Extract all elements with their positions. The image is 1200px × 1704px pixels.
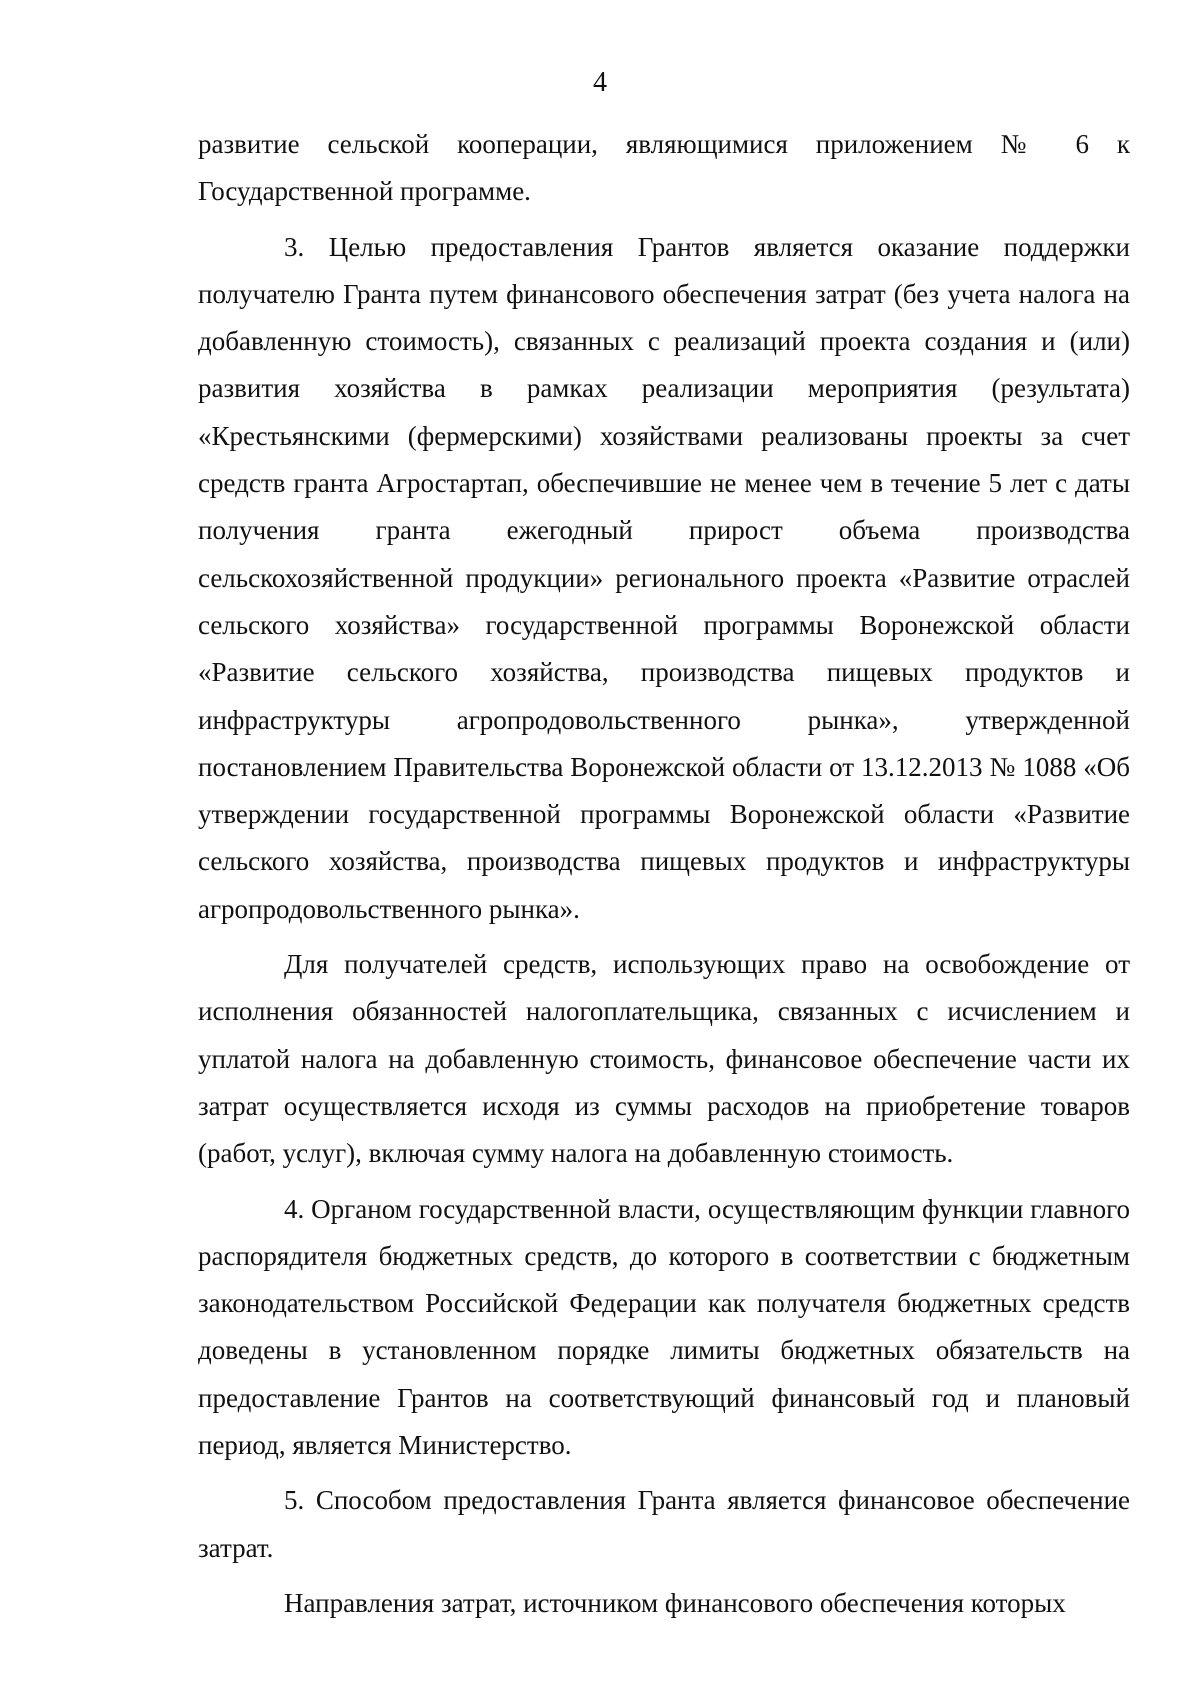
paragraph-vat-exemption: Для получателей средств, использующих право на освобождение от исполнения обязанностей налогоплательщика, связанных с исчислением и уплатой налога на добавленную стоимость, финансовое обеспечение части их затрат осуществляется исходя из суммы расходов на приобретение товаров (работ, услуг), включая сумму налога на добавленную стоимость. <box>198 949 1130 1169</box>
paragraph-item-5: 5. Способом предоставления Гранта является финансовое обеспечение затрат. <box>198 1485 1130 1563</box>
paragraph-item-3: 3. Целью предоставления Грантов является оказание поддержки получателю Гранта путем финансового обеспечения затрат (без учета налога на добавленную стоимость), связанных с реализаций проекта создания и (или) развития хозяйства в рамках реализации мероприятия (результата) «Крестьянскими (фермерскими) хозяйствами реализованы проекты за счет средств гранта Агростартап, обеспечившие не менее чем в течение 5 лет с даты получения гранта ежегодный прирост объема производства сельскохозяйственной продукции» регионального проекта «Развитие отраслей сельского хозяйства» государственной программы Воронежской области «Развитие сельского хозяйства, производства пищевых продуктов и инфраструктуры агропродовольственного рынка», утвержденной постановлением Правительства Воронежской области от 13.12.2013 № 1088 «Об утверждении государственной программы Воронежской области «Развитие сельского хозяйства, производства пищевых продуктов и инфраструктуры агропродовольственного рынка». <box>198 231 1130 924</box>
document-body <box>198 121 1130 1627</box>
paragraph-continuation: развитие сельской кооперации, являющимися приложением № 6 к Государственной программе. <box>198 129 1130 207</box>
paragraph-item-4: 4. Органом государственной власти, осуществляющим функции главного распорядителя бюджетных средств, до которого в соответствии с бюджетным законодательством Российской Федерации как получателя бюджетных средств доведены в установленном порядке лимиты бюджетных обязательств на предоставление Грантов на соответствующий финансовый год и плановый период, является Министерство. <box>198 1193 1130 1461</box>
page-number: 4 <box>593 67 607 98</box>
paragraph-cost-directions: Направления затрат, источником финансового обеспечения которых <box>284 1587 1066 1618</box>
